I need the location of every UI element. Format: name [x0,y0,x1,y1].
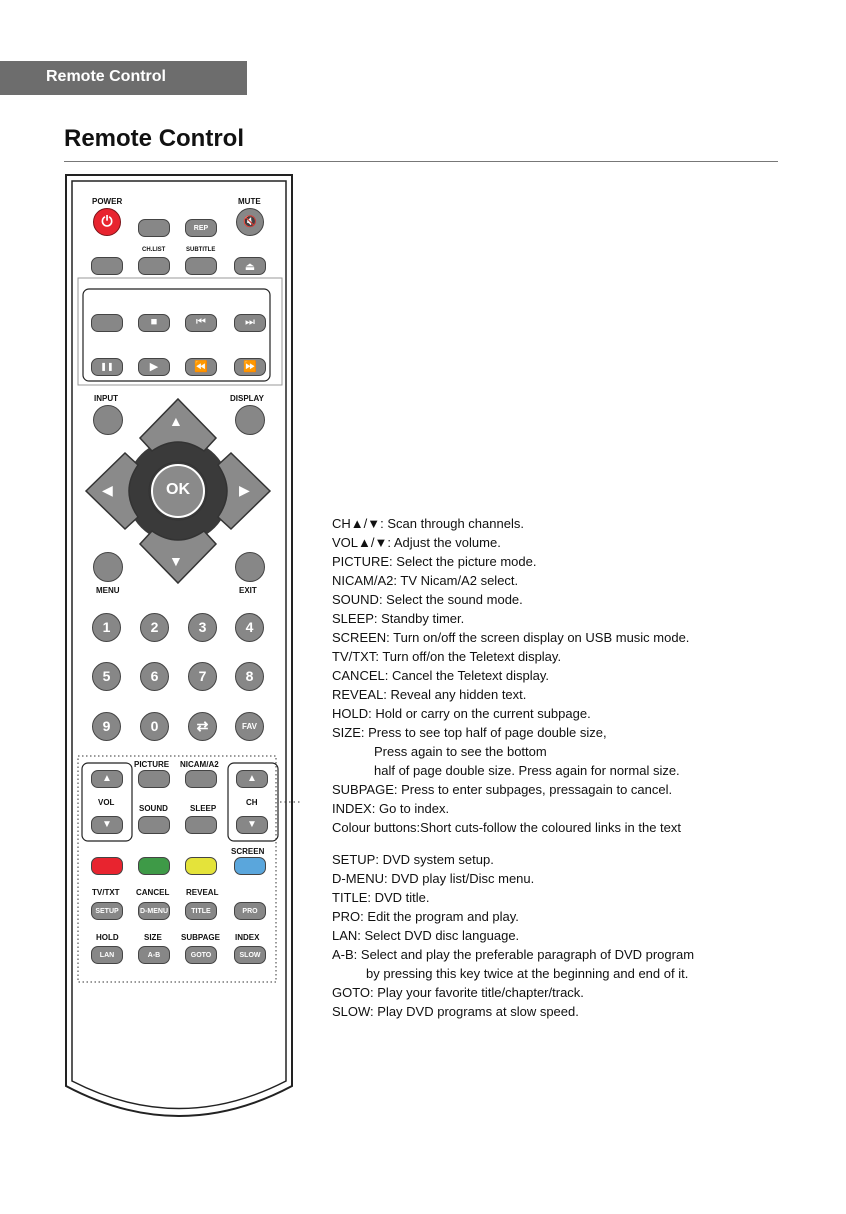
red-button[interactable] [91,857,123,875]
return-button[interactable] [188,712,217,741]
chlist-button[interactable] [138,257,170,275]
mute-label: MUTE [238,197,261,206]
exit-label: EXIT [239,586,257,595]
power-button[interactable] [93,208,121,236]
nicam-label: NICAM/A2 [180,760,219,769]
number-button-7[interactable]: 7 [188,662,217,691]
input-button[interactable] [93,405,123,435]
fast-forward-icon: ⏩ [243,361,257,373]
sleep-label: SLEEP [190,804,217,813]
ch-down-icon: ▼ [247,819,257,830]
ab-button[interactable] [138,946,170,964]
desc-tvtxt: TV/TXT: Turn off/on the Teletext display. [332,649,562,664]
vol-up-icon: ▲ [102,773,112,784]
desc-screen: SCREEN: Turn on/off the screen display on USB music mode. [332,630,690,645]
desc-nicam: NICAM/A2: TV Nicam/A2 select. [332,573,519,588]
desc-ab-2: by pressing this key twice at the beginning and end of it. [366,966,689,981]
desc-ch: CH▲/▼: Scan through channels. [332,516,524,531]
eject-button[interactable] [234,257,266,275]
right-arrow-icon[interactable]: ▶ [239,482,250,498]
mute-button[interactable] [236,208,264,236]
sound-label: SOUND [139,804,168,813]
vol-down-icon: ▼ [102,819,112,830]
desc-size-1: SIZE: Press to see top half of page double size, [332,725,607,740]
menu-label: MENU [96,586,120,595]
sound-button[interactable] [138,816,170,834]
rewind-button[interactable] [185,358,217,376]
dmenu-label: D-MENU [140,908,168,915]
picture-label: PICTURE [134,760,170,769]
play-icon: ▶ [149,361,159,373]
display-label: DISPLAY [230,394,264,403]
desc-dmenu: D-MENU: DVD play list/Disc menu. [332,871,535,886]
eject-icon: ⏏ [244,261,256,273]
stop-button[interactable] [138,314,170,332]
section-tab-label: Remote Control [46,68,166,85]
desc-setup: SETUP: DVD system setup. [332,852,494,867]
desc-picture: PICTURE: Select the picture mode. [332,554,537,569]
next-icon: ⏭ [245,316,255,328]
subpage-label: SUBPAGE [181,933,220,942]
blank-button-1[interactable] [138,219,170,237]
number-button-8[interactable]: 8 [235,662,264,691]
blank-transport-button[interactable] [91,314,123,332]
cancel-label: CANCEL [136,888,170,897]
reveal-label: REVEAL [186,888,219,897]
input-label: INPUT [94,394,118,403]
desc-size-3: half of page double size. Press again for normal size. [374,763,680,778]
vol-up-button[interactable] [91,770,123,788]
up-arrow-icon[interactable]: ▲ [169,413,183,429]
fav-button[interactable]: FAV [235,712,264,741]
setup-button[interactable] [91,902,123,920]
mute-icon: 🔇 [243,216,257,228]
lan-button[interactable] [91,946,123,964]
number-button-2[interactable]: 2 [140,613,169,642]
desc-lan: LAN: Select DVD disc language. [332,928,520,943]
subtitle-label: SUBTITLE [186,247,216,253]
desc-sleep: SLEEP: Standby timer. [332,611,465,626]
desc-colour: Colour buttons:Short cuts-follow the coloured links in the text [332,820,682,835]
blank-button-2[interactable] [91,257,123,275]
pro-button[interactable] [234,902,266,920]
desc-vol: VOL▲/▼: Adjust the volume. [332,535,501,550]
lan-label: LAN [99,952,115,959]
desc-reveal: REVEAL: Reveal any hidden text. [332,687,527,702]
title-button[interactable] [185,902,217,920]
number-button-1[interactable]: 1 [92,613,121,642]
prev-button[interactable] [185,314,217,332]
rep-label: REP [193,225,209,232]
desc-slow: SLOW: Play DVD programs at slow speed. [332,1004,579,1019]
display-button[interactable] [235,405,265,435]
button-descriptions [332,514,694,1021]
picture-button[interactable] [138,770,170,788]
goto-button[interactable] [185,946,217,964]
down-arrow-icon[interactable]: ▼ [169,553,183,569]
ch-up-icon: ▲ [247,773,257,784]
desc-title: TITLE: DVD title. [332,890,430,905]
slow-label: SLOW [239,952,261,959]
desc-pro: PRO: Edit the program and play. [332,909,519,924]
number-button-4[interactable]: 4 [235,613,264,642]
number-button-5[interactable]: 5 [92,662,121,691]
desc-goto: GOTO: Play your favorite title/chapter/track. [332,985,584,1000]
menu-button[interactable] [93,552,123,582]
sleep-button[interactable] [185,816,217,834]
setup-label: SETUP [95,908,119,915]
subtitle-button[interactable] [185,257,217,275]
page-title: Remote Control [64,125,244,152]
slow-button[interactable] [234,946,266,964]
tvtxt-label: TV/TXT [92,888,120,897]
screen-label: SCREEN [231,847,265,856]
power-icon: ⏻ [101,213,113,229]
prev-icon: ⏮ [196,316,206,328]
desc-hold: HOLD: Hold or carry on the current subpage. [332,706,591,721]
stop-icon: ■ [150,316,158,328]
remote-control [58,171,300,1133]
chlist-label: CH.LIST [142,247,166,253]
rewind-icon: ⏪ [194,361,208,373]
pro-label: PRO [242,908,258,915]
number-button-3[interactable]: 3 [188,613,217,642]
left-arrow-icon[interactable]: ◀ [102,482,113,498]
fast-forward-button[interactable] [234,358,266,376]
number-button-9[interactable]: 9 [92,712,121,741]
number-button-0[interactable]: 0 [140,712,169,741]
index-label: INDEX [235,933,260,942]
ch-label: CH [246,798,258,807]
section-tab [0,61,247,95]
size-label: SIZE [144,933,162,942]
yellow-button[interactable] [185,857,217,875]
desc-sound: SOUND: Select the sound mode. [332,592,523,607]
pause-icon: ❚❚ [100,362,114,371]
goto-label: GOTO [190,952,212,959]
green-button[interactable] [138,857,170,875]
desc-subpage: SUBPAGE: Press to enter subpages, pressagain to cancel. [332,782,673,797]
nicam-button[interactable] [185,770,217,788]
ab-label: A-B [147,952,161,959]
hold-label: HOLD [96,933,119,942]
ch-down-button[interactable] [236,816,268,834]
title-divider [64,161,778,162]
rep-button[interactable] [185,219,217,237]
pause-button[interactable] [91,358,123,376]
dmenu-button[interactable] [138,902,170,920]
desc-ab-1: A-B: Select and play the preferable paragraph of DVD program [332,947,695,962]
play-button[interactable] [138,358,170,376]
return-icon: ⇄ [196,718,209,734]
desc-cancel: CANCEL: Cancel the Teletext display. [332,668,550,683]
vol-label: VOL [98,798,115,807]
desc-size-2: Press again to see the bottom [374,744,547,759]
exit-button[interactable] [235,552,265,582]
ch-up-button[interactable] [236,770,268,788]
blue-button[interactable] [234,857,266,875]
ok-button[interactable]: OK [166,481,190,498]
power-label: POWER [92,197,123,206]
number-button-6[interactable]: 6 [140,662,169,691]
desc-index: INDEX: Go to index. [332,801,450,816]
title-label: TITLE [191,908,211,915]
next-button[interactable] [234,314,266,332]
vol-down-button[interactable] [91,816,123,834]
